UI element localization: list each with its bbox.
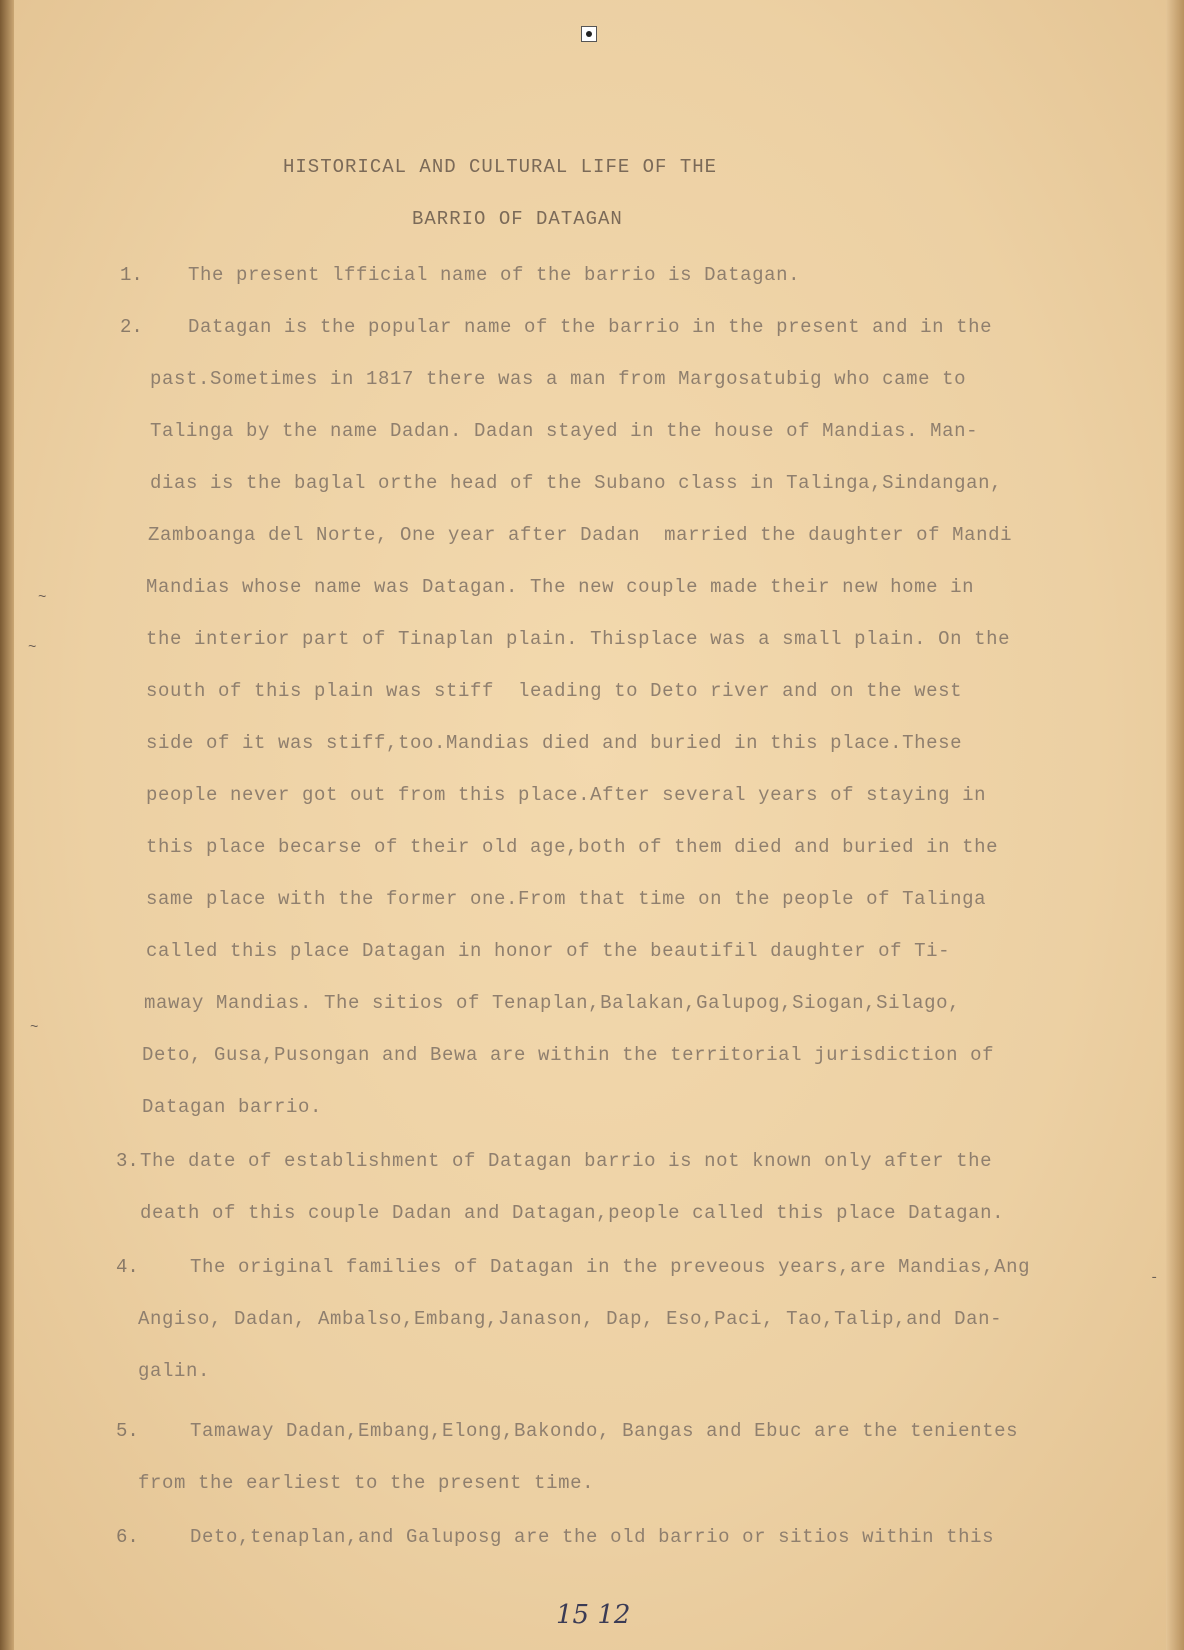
- paragraph-line: the interior part of Tinaplan plain. Thisplace was a small plain. On the: [146, 628, 1011, 650]
- paragraph-line: Tamaway Dadan,Embang,Elong,Bakondo, Bangas and Ebuc are the tenientes: [190, 1420, 1019, 1442]
- paragraph-line: same place with the former one.From that time on the people of Talinga: [146, 888, 987, 910]
- page-number: 15 12: [556, 1600, 631, 1630]
- paragraph-line: The original families of Datagan in the preveous years,are Mandias,Ang: [190, 1256, 1031, 1278]
- paragraph-line: The present lfficial name of the barrio is Datagan.: [188, 264, 801, 286]
- paragraph-line: from the earliest to the present time.: [138, 1472, 595, 1494]
- paragraph-line: south of this plain was stiff leading to Deto river and on the west: [146, 680, 963, 702]
- paragraph-line: dias is the baglal orthe head of the Subano class in Talinga,Sindangan,: [150, 472, 1003, 494]
- paragraph-line: Zamboanga del Norte, One year after Dadan married the daughter of Mandi: [148, 524, 1013, 546]
- paragraph-line: Talinga by the name Dadan. Dadan stayed in the house of Mandias. Man-: [150, 420, 979, 442]
- paragraph-line: past.Sometimes in 1817 there was a man from Margosatubig who came to: [150, 368, 967, 390]
- paragraph-line: Angiso, Dadan, Ambalso,Embang,Janason, Dap, Eso,Paci, Tao,Talip,and Dan-: [138, 1308, 1003, 1330]
- paragraph-line: this place becarse of their old age,both of them died and buried in the: [146, 836, 999, 858]
- item-number: 6.: [116, 1526, 139, 1548]
- title-line-2: BARRIO OF DATAGAN: [412, 208, 623, 230]
- title-line-1: HISTORICAL AND CULTURAL LIFE OF THE: [283, 156, 718, 178]
- paragraph-line: maway Mandias. The sitios of Tenaplan,Balakan,Galupog,Siogan,Silago,: [144, 992, 961, 1014]
- paragraph-line: side of it was stiff,too.Mandias died and buried in this place.These: [146, 732, 963, 754]
- paragraph-line: Datagan barrio.: [142, 1096, 323, 1118]
- page-left-edge: [0, 0, 14, 1650]
- paragraph-line: Deto, Gusa,Pusongan and Bewa are within the territorial jurisdiction of: [142, 1044, 995, 1066]
- item-number: 4.: [116, 1256, 139, 1278]
- item-number: 2.: [120, 316, 143, 338]
- punch-hole-icon: [581, 26, 597, 42]
- page-right-edge: [1166, 0, 1184, 1650]
- paragraph-line: galin.: [138, 1360, 211, 1382]
- paragraph-line: called this place Datagan in honor of the beautifil daughter of Ti-: [146, 940, 951, 962]
- paragraph-line: Mandias whose name was Datagan. The new couple made their new home in: [146, 576, 975, 598]
- margin-mark: ~: [28, 640, 37, 656]
- paragraph-line: Datagan is the popular name of the barrio in the present and in the: [188, 316, 993, 338]
- item-number: 5.: [116, 1420, 139, 1442]
- item-number: 3.: [116, 1150, 139, 1172]
- margin-mark: ~: [38, 590, 47, 606]
- paragraph-line: Deto,tenaplan,and Galuposg are the old barrio or sitios within this: [190, 1526, 995, 1548]
- paragraph-line: The date of establishment of Datagan barrio is not known only after the: [140, 1150, 993, 1172]
- paragraph-line: people never got out from this place.After several years of staying in: [146, 784, 987, 806]
- margin-mark: -: [1150, 1270, 1159, 1286]
- paragraph-line: death of this couple Dadan and Datagan,people called this place Datagan.: [140, 1202, 1005, 1224]
- item-number: 1.: [120, 264, 143, 286]
- margin-mark: ~: [30, 1020, 39, 1036]
